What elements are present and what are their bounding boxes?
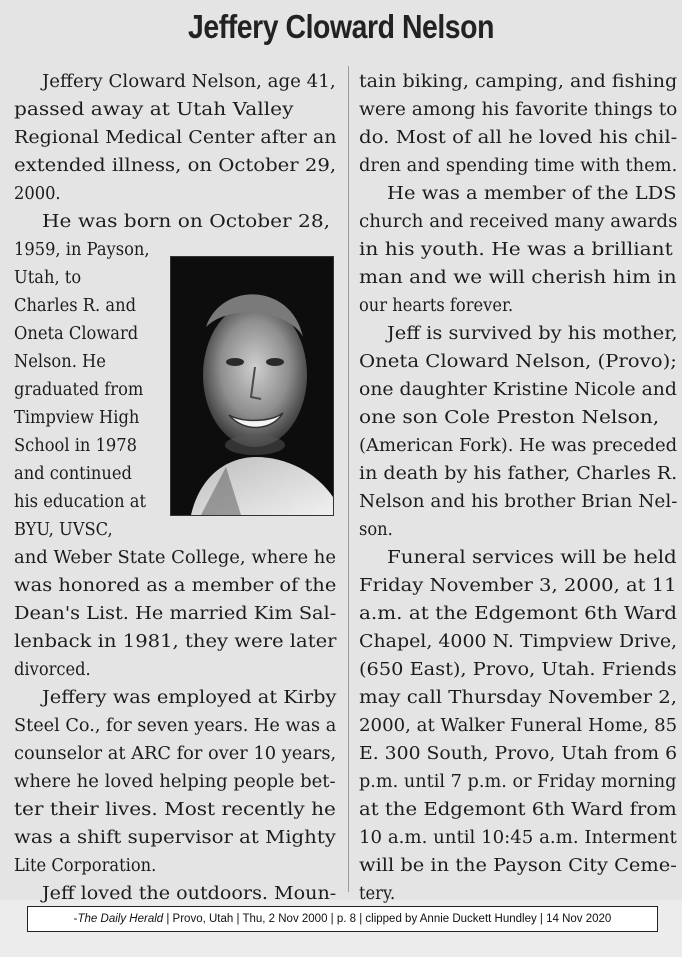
text-line: a.m. at the Edgemont 6th Ward [359,604,677,624]
text-line: E. 300 South, Provo, Utah from 6 [359,744,678,764]
footer-details: | Provo, Utah | Thu, 2 Nov 2000 | p. 8 | clipped by Annie Duckett Hundley | 14 Nov 2020 [163,913,612,925]
text-line: were among his favorite things to [359,100,678,120]
text-line: lenback in 1981, they were later [14,632,337,652]
text-line: was honored as a member of the [14,576,337,596]
text-line: will be in the Payson City Ceme- [359,856,677,876]
text-line: Oneta Cloward Nelson, (Provo); [359,352,677,372]
text-line: one daughter Kristine Nicole and [359,380,677,400]
text-line: tain biking, camping, and fishing [359,72,678,92]
text-line: Funeral services will be held [387,548,677,568]
text-line: Oneta Cloward [14,324,139,344]
text-line: 10 a.m. until 10:45 a.m. Interment [359,828,677,848]
text-line: may call Thursday November 2, [359,688,677,708]
text-line: Timpview High [14,408,140,428]
text-line: (American Fork). He was preceded [359,436,678,456]
text-line: 1959, in Payson, [14,240,150,260]
portrait-image [171,257,333,515]
publication-name: The Daily Herald [77,913,164,925]
text-line: Lite Corporation. [14,856,157,876]
text-line: in death by his father, Charles R. [359,464,678,484]
text-line: extended illness, on October 29, [14,156,337,176]
text-line: counselor at ARC for over 10 years, [14,744,337,764]
text-line: Jeff loved the outdoors. Moun- [42,884,337,904]
text-line: He was a member of the LDS [387,184,677,204]
text-line: dren and spending time with them. [359,156,678,176]
text-line: Jeff is survived by his mother, [387,324,678,344]
text-line: School in 1978 [14,436,138,456]
text-line: p.m. until 7 p.m. or Friday morning [359,772,677,792]
text-line: Dean's List. He married Kim Sal- [14,604,337,624]
text-line: Steel Co., for seven years. He was a [14,716,337,736]
text-line: passed away at Utah Valley [14,100,294,120]
text-line: Charles R. and [14,296,136,316]
text-line: Jeffery was employed at Kirby [42,688,337,708]
text-line: He was born on October 28, [42,212,331,232]
text-line: son. [359,520,393,540]
text-line: Jeffery Cloward Nelson, age 41, [42,72,336,92]
footer-prefix: - [73,913,78,925]
text-line: and continued [14,464,132,484]
text-line: ter their lives. Most recently he [14,800,336,820]
headline: Jeffery Cloward Nelson [188,8,494,45]
text-line: Nelson. He [14,352,106,372]
text-line: man and we will cherish him in [359,268,677,288]
text-line: tery. [359,884,396,904]
text-line: Friday November 3, 2000, at 11 [359,576,677,596]
text-line: church and received many awards [359,212,678,232]
text-line: one son Cole Preston Nelson, [359,408,660,428]
text-line: BYU, UVSC, [14,520,113,540]
text-line: at the Edgemont 6th Ward from [359,800,677,820]
text-line: (650 East), Provo, Utah. Friends [359,660,677,680]
text-line: our hearts forever. [359,296,514,316]
column-divider [348,66,349,892]
text-line: do. Most of all he loved his chil- [359,128,678,148]
text-line: 2000. [14,184,61,204]
text-line: Nelson and his brother Brian Nel- [359,492,678,512]
text-line: his education at [14,492,147,512]
text-line: Chapel, 4000 N. Timpview Drive, [359,632,678,652]
text-line: graduated from [14,380,144,400]
clipping-source-footer [27,906,658,932]
text-line: Regional Medical Center after an [14,128,337,148]
text-line: 2000, at Walker Funeral Home, 85 [359,716,678,736]
text-line: and Weber State College, where he [14,548,336,568]
text-line: Utah, to [14,268,82,288]
text-line: where he loved helping people bet- [14,772,336,792]
portrait-photo [170,256,334,516]
text-line: was a shift supervisor at Mighty [14,828,336,848]
text-line: divorced. [14,660,91,680]
text-line: in his youth. He was a brilliant [359,240,673,260]
